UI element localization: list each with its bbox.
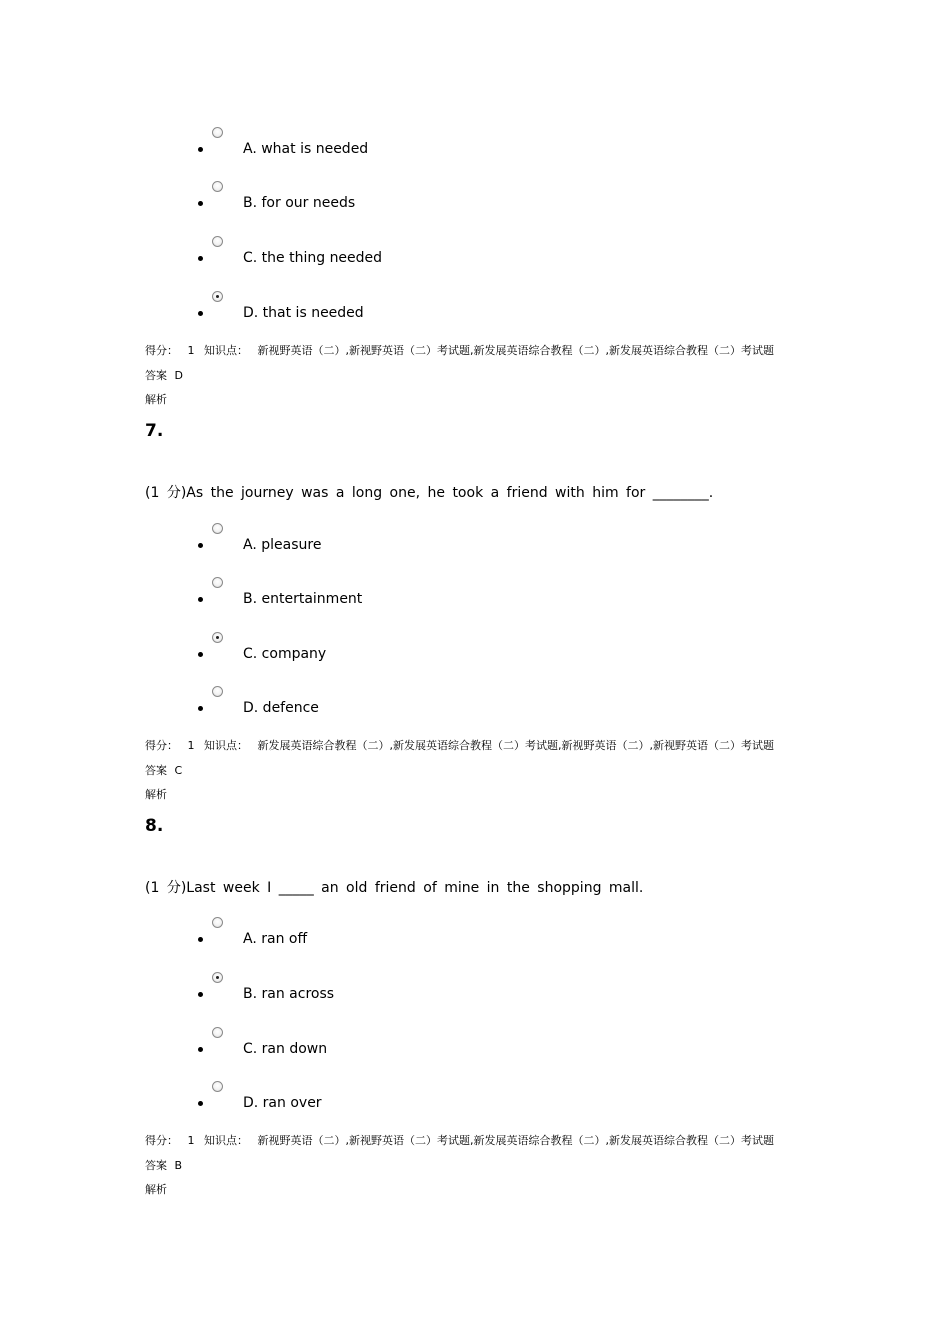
- answer-value: D: [174, 369, 183, 382]
- answer-line: [145, 369, 183, 383]
- score-line: [145, 739, 774, 753]
- score-line: [145, 1134, 774, 1148]
- knowledge-point-text: 新发展英语综合教程（二）,新发展英语综合教程（二）考试题,新视野英语（二）,新视野英语（二）考试题: [257, 739, 774, 752]
- knowledge-point-label: 知识点：: [204, 344, 248, 357]
- bullet-icon: [198, 937, 203, 942]
- analysis-label: 解析: [145, 393, 167, 406]
- option-label: A. what is needed: [243, 141, 369, 157]
- option-label: B. entertainment: [243, 591, 363, 607]
- option-a[interactable]: [0, 523, 950, 563]
- radio-checked-icon[interactable]: [212, 291, 223, 302]
- knowledge-point-text: 新视野英语（二）,新视野英语（二）考试题,新发展英语综合教程（二）,新发展英语综合教程（二）考试题: [257, 344, 774, 357]
- analysis-label: 解析: [145, 1183, 167, 1196]
- analysis-label: 解析: [145, 788, 167, 801]
- option-label: C. ran down: [243, 1041, 328, 1057]
- radio-unchecked-icon[interactable]: [212, 686, 223, 697]
- answer-label: 答案: [145, 369, 167, 382]
- radio-unchecked-icon[interactable]: [212, 1027, 223, 1038]
- answer-value: C: [174, 764, 183, 777]
- option-d[interactable]: [0, 686, 950, 726]
- option-b[interactable]: [0, 181, 950, 221]
- option-b[interactable]: [0, 972, 950, 1012]
- bullet-icon: [198, 311, 203, 316]
- score-line: [145, 344, 774, 358]
- answer-label: 答案: [145, 764, 167, 777]
- answer-value: B: [174, 1159, 183, 1172]
- bullet-icon: [198, 256, 203, 261]
- option-label: D. ran over: [243, 1095, 322, 1111]
- score-value: 1: [187, 344, 195, 357]
- option-d[interactable]: [0, 291, 950, 331]
- option-d[interactable]: [0, 1081, 950, 1121]
- option-label: D. that is needed: [243, 305, 364, 321]
- option-b[interactable]: [0, 577, 950, 617]
- option-a[interactable]: [0, 127, 950, 167]
- question-text: (1 分)Last week I _____ an old friend of mine in the shopping mall.: [145, 880, 644, 896]
- bullet-icon: [198, 992, 203, 997]
- answer-line: [145, 764, 182, 778]
- knowledge-point-text: 新视野英语（二）,新视野英语（二）考试题,新发展英语综合教程（二）,新发展英语综合教程（二）考试题: [257, 1134, 774, 1147]
- radio-unchecked-icon[interactable]: [212, 236, 223, 247]
- knowledge-point-label: 知识点：: [204, 739, 248, 752]
- option-c[interactable]: [0, 1027, 950, 1067]
- score-label: 得分：: [145, 344, 178, 357]
- option-c[interactable]: [0, 236, 950, 276]
- score-value: 1: [187, 739, 195, 752]
- radio-unchecked-icon[interactable]: [212, 523, 223, 534]
- score-label: 得分：: [145, 1134, 178, 1147]
- option-label: B. ran across: [243, 986, 335, 1002]
- bullet-icon: [198, 706, 203, 711]
- score-value: 1: [187, 1134, 195, 1147]
- radio-unchecked-icon[interactable]: [212, 127, 223, 138]
- radio-unchecked-icon[interactable]: [212, 577, 223, 588]
- option-label: D. defence: [243, 700, 319, 716]
- option-label: A. ran off: [243, 931, 308, 947]
- radio-checked-icon[interactable]: [212, 632, 223, 643]
- bullet-icon: [198, 147, 203, 152]
- option-label: C. company: [243, 646, 327, 662]
- answer-line: [145, 1159, 182, 1173]
- option-label: B. for our needs: [243, 195, 356, 211]
- bullet-icon: [198, 597, 203, 602]
- score-label: 得分：: [145, 739, 178, 752]
- question-number: 8.: [145, 816, 164, 836]
- knowledge-point-label: 知识点：: [204, 1134, 248, 1147]
- question-text: (1 分)As the journey was a long one, he took a friend with him for ________.: [145, 485, 714, 501]
- radio-checked-icon[interactable]: [212, 972, 223, 983]
- bullet-icon: [198, 652, 203, 657]
- bullet-icon: [198, 543, 203, 548]
- answer-label: 答案: [145, 1159, 167, 1172]
- option-c[interactable]: [0, 632, 950, 672]
- radio-unchecked-icon[interactable]: [212, 1081, 223, 1092]
- bullet-icon: [198, 1101, 203, 1106]
- option-label: C. the thing needed: [243, 250, 383, 266]
- radio-unchecked-icon[interactable]: [212, 181, 223, 192]
- option-a[interactable]: [0, 917, 950, 957]
- option-label: A. pleasure: [243, 537, 322, 553]
- bullet-icon: [198, 1047, 203, 1052]
- bullet-icon: [198, 201, 203, 206]
- question-number: 7.: [145, 421, 164, 441]
- radio-unchecked-icon[interactable]: [212, 917, 223, 928]
